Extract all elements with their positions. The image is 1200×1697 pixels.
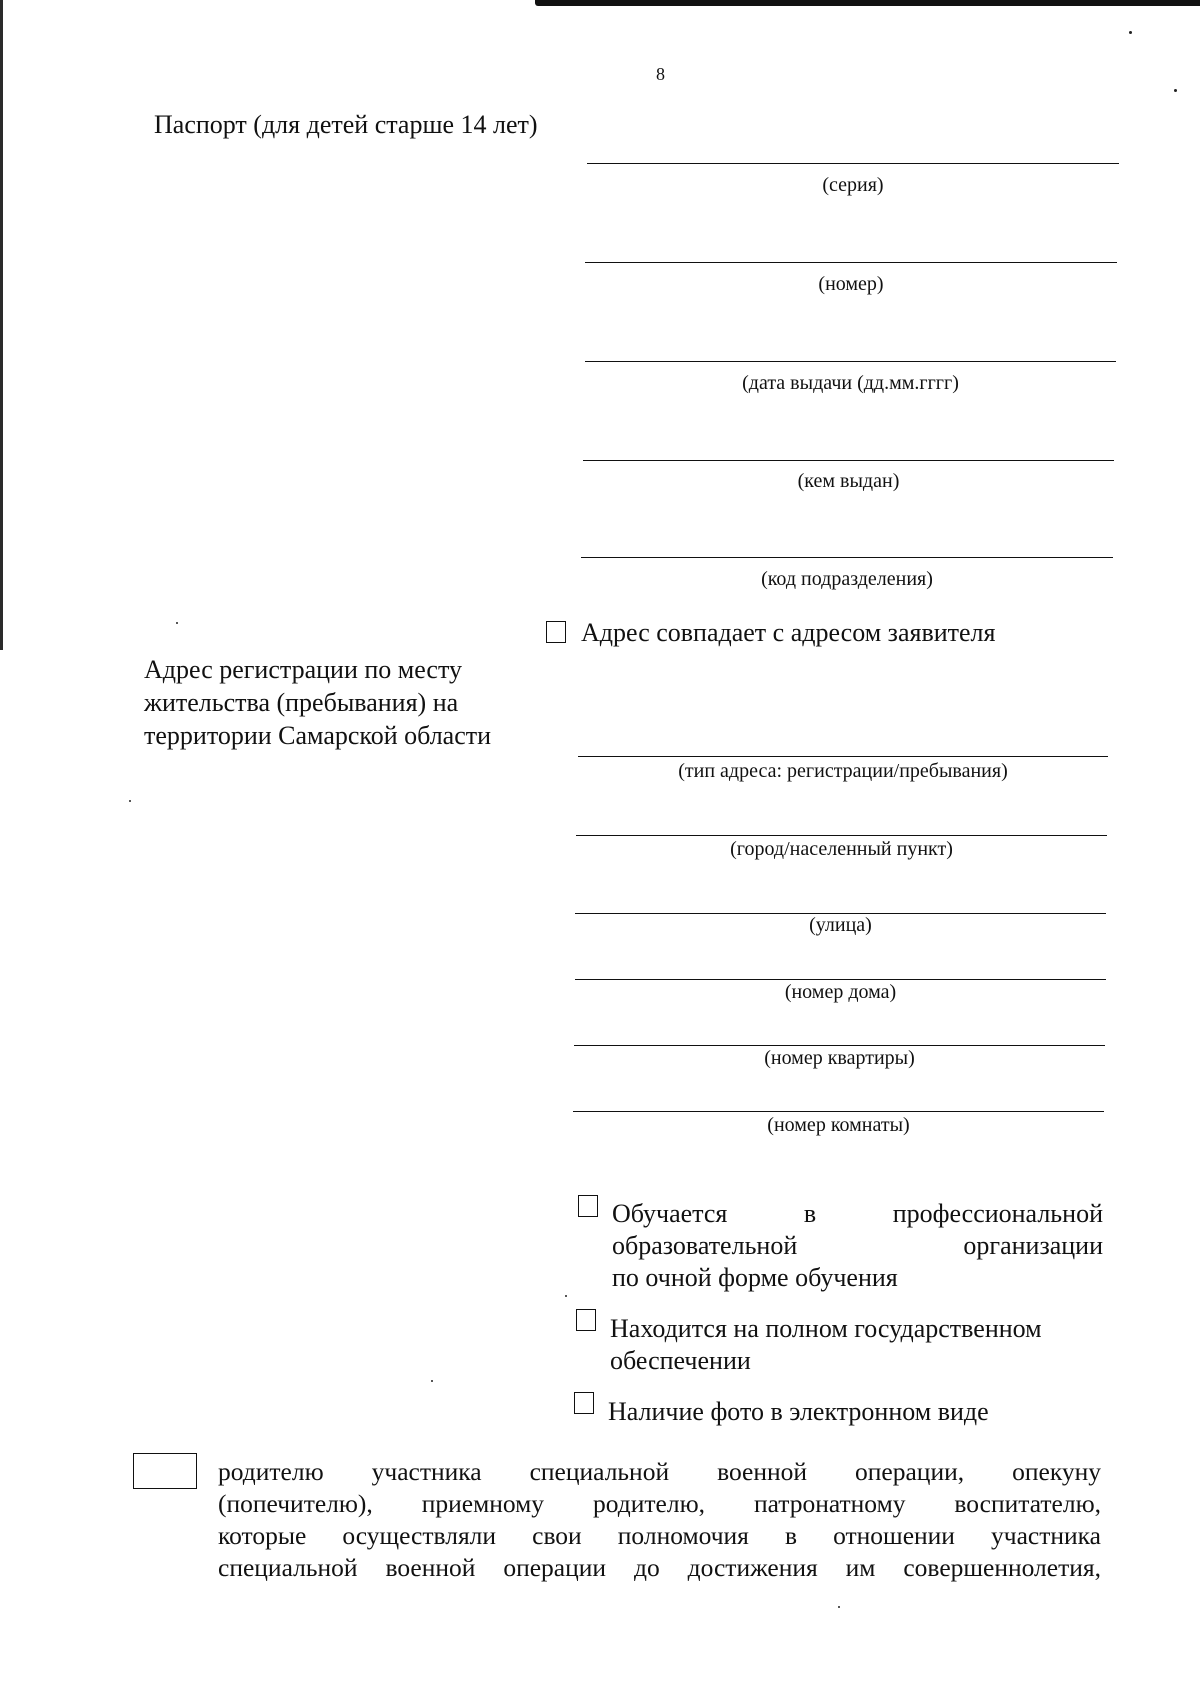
state-support-label-line-2: обеспечении: [610, 1346, 751, 1375]
state-support-checkbox[interactable]: [576, 1309, 596, 1331]
studies-label-line-1: Обучается в профессиональной: [612, 1199, 1103, 1228]
passport-number-caption: (номер): [818, 273, 884, 295]
address-type-caption: (тип адреса: регистрации/пребывания): [678, 760, 1008, 782]
scan-speck: [1129, 31, 1132, 34]
address-label-line-2: жительства (пребывания) на: [144, 688, 459, 717]
address-house-input[interactable]: [575, 979, 1106, 980]
passport-issue-date-input[interactable]: [585, 361, 1116, 362]
svo-parent-checkbox[interactable]: [133, 1453, 197, 1489]
scan-speck: [176, 622, 178, 624]
state-support-label-line-1: Находится на полном государственном: [610, 1314, 1042, 1343]
address-type-input[interactable]: [578, 756, 1108, 757]
scan-speck: [565, 1295, 567, 1297]
scan-speck: [1174, 89, 1177, 92]
paragraph-line: родителю участника специальной военной операции, опекуну: [218, 1457, 1101, 1486]
paragraph-line: которые осуществляли свои полномочия в отношении участника: [218, 1521, 1101, 1550]
paragraph-line: специальной военной операции до достижения им совершеннолетия,: [218, 1553, 1101, 1582]
address-city-input[interactable]: [576, 835, 1107, 836]
address-apartment-caption: (номер квартиры): [764, 1047, 915, 1069]
address-label-line-1: Адрес регистрации по месту: [144, 655, 462, 684]
passport-series-input[interactable]: [587, 163, 1119, 164]
photo-checkbox[interactable]: [574, 1392, 594, 1414]
passport-division-code-caption: (код подразделения): [761, 568, 933, 590]
scan-edge-top: [535, 0, 1200, 6]
passport-series-caption: (серия): [822, 174, 884, 196]
same-address-checkbox[interactable]: [546, 621, 566, 643]
scan-edge-left: [0, 0, 3, 650]
address-house-caption: (номер дома): [784, 981, 897, 1003]
scan-speck: [129, 800, 131, 802]
page-number: 8: [656, 64, 665, 84]
passport-issued-by-input[interactable]: [583, 460, 1114, 461]
address-apartment-input[interactable]: [574, 1045, 1105, 1046]
svo-parent-paragraph: [218, 1456, 1101, 1584]
passport-number-input[interactable]: [585, 262, 1117, 263]
studies-checkbox[interactable]: [578, 1195, 598, 1217]
address-label-line-3: территории Самарской области: [144, 721, 492, 750]
studies-label-line-3: по очной форме обучения: [612, 1263, 898, 1292]
scan-speck: [838, 1606, 840, 1608]
same-address-label: Адрес совпадает с адресом заявителя: [581, 618, 996, 647]
passport-issued-by-caption: (кем выдан): [797, 470, 900, 492]
passport-issue-date-caption: (дата выдачи (дд.мм.гггг): [742, 372, 959, 394]
passport-label: Паспорт (для детей старше 14 лет): [154, 110, 538, 139]
scan-speck: [431, 1380, 433, 1382]
passport-division-code-input[interactable]: [581, 557, 1113, 558]
paragraph-line: (попечителю), приемному родителю, патронатному воспитателю,: [218, 1489, 1101, 1518]
address-room-caption: (номер комнаты): [767, 1114, 910, 1136]
address-city-caption: (город/населенный пункт): [730, 838, 953, 860]
address-room-input[interactable]: [573, 1111, 1104, 1112]
studies-label-line-2: образовательной организации: [612, 1231, 1103, 1260]
address-street-caption: (улица): [809, 914, 872, 936]
photo-label: Наличие фото в электронном виде: [608, 1397, 989, 1426]
